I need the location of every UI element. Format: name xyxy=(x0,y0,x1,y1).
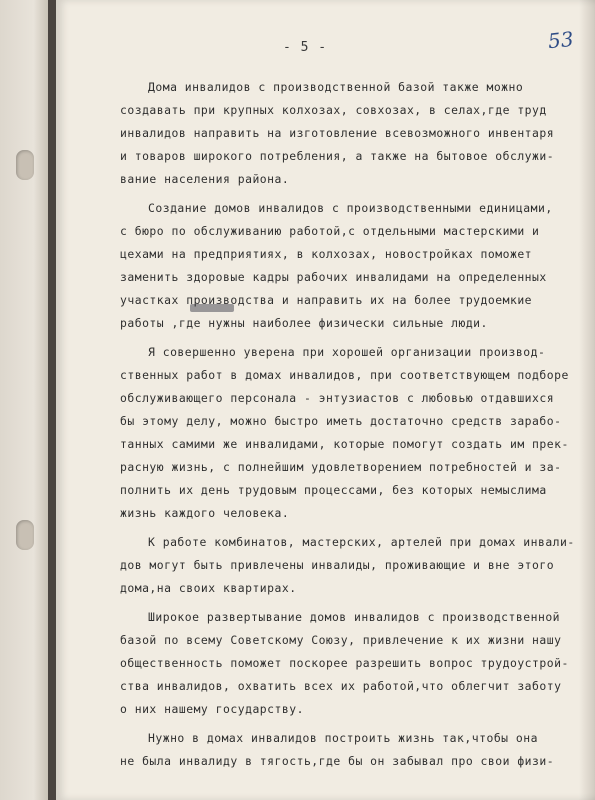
text-line: с бюро по обслуживанию работой,с отдельными мастерскими и xyxy=(120,224,540,238)
text-line: расную жизнь, с полнейшим удовлетворением потребностей и за- xyxy=(120,460,562,474)
text-line: общественность поможет поскорее разрешить вопрос трудоустрой- xyxy=(120,656,569,670)
page-gutter xyxy=(48,0,56,800)
text-line: инвалидов направить на изготовление всевозможного инвентаря xyxy=(120,126,555,140)
binding-hole xyxy=(16,150,34,180)
text-line: ства инвалидов, охватить всех их работой,что облегчит заботу xyxy=(120,679,562,693)
page-edge-shadow xyxy=(579,0,595,800)
text-line: дов могут быть привлечены инвалиды, проживающие и вне этого xyxy=(120,558,555,572)
text-line: не была инвалиду в тягость,где бы он забывал про свои физи- xyxy=(120,754,555,768)
text-line: заменить здоровые кадры рабочих инвалидами на определенных xyxy=(120,270,547,284)
text-line: создавать при крупных колхозах, совхозах, в селах,где труд xyxy=(120,103,547,117)
text-line: Создание домов инвалидов с производственными единицами, xyxy=(148,201,553,215)
typewritten-text xyxy=(120,76,580,773)
page-number: - 5 - xyxy=(283,40,328,55)
text-line: танных самими же инвалидами, которые помогут создать им прек- xyxy=(120,437,569,451)
text-line: ственных работ в домах инвалидов, при соответствующем подборе xyxy=(120,368,569,382)
text-line: цехами на предприятиях, в колхозах, новостройках поможет xyxy=(120,247,533,261)
text-line: и товаров широкого потребления, а также на бытовое обслужи- xyxy=(120,149,555,163)
text-line: дома,на своих квартирах. xyxy=(120,581,297,595)
text-line: о них нашему государству. xyxy=(120,702,304,716)
archive-folio-number: 53 xyxy=(546,26,575,54)
text-line: Я совершенно уверена при хорошей организации производ- xyxy=(148,345,546,359)
text-line: К работе комбинатов, мастерских, артелей при домах инвали- xyxy=(148,535,575,549)
text-line: Широкое развертывание домов инвалидов с производственной xyxy=(148,610,561,624)
previous-page-edge xyxy=(0,0,48,800)
text-line: работы ,где нужны наиболее физически сильные люди. xyxy=(120,316,488,330)
text-line: обслуживающего персонала - энтузиастов с любовью отдавшихся xyxy=(120,391,555,405)
text-line: вание населения района. xyxy=(120,172,290,186)
text-line: Дома инвалидов с производственной базой также можно xyxy=(148,80,524,94)
text-line: бы этому делу, можно быстро иметь достаточно средств зарабо- xyxy=(120,414,562,428)
text-line: жизнь каждого человека. xyxy=(120,506,290,520)
binding-hole xyxy=(16,520,34,550)
text-line: полнить их день трудовым процессами, без которых немыслима xyxy=(120,483,547,497)
text-line: участках производства и направить их на более трудоемкие xyxy=(120,293,533,307)
text-line: Нужно в домах инвалидов построить жизнь так,чтобы она xyxy=(148,731,538,745)
text-line: базой по всему Советскому Союзу, привлечение к их жизни нашу xyxy=(120,633,562,647)
